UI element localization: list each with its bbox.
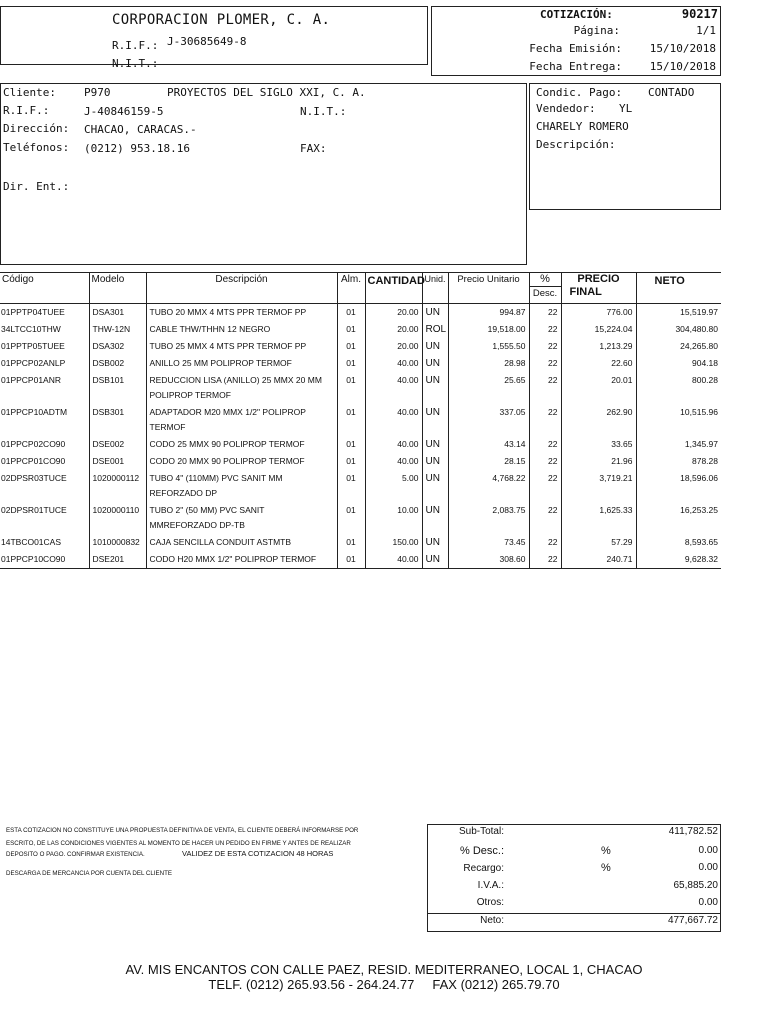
item-warehouse: 01 bbox=[337, 355, 365, 372]
others-label: Otros: bbox=[476, 897, 504, 908]
item-description: ANILLO 25 MM POLIPROP TERMOF bbox=[146, 355, 337, 372]
item-quantity: 40.00 bbox=[365, 551, 422, 569]
client-phones-value: (0212) 953.18.16 bbox=[84, 142, 190, 155]
table-row bbox=[0, 404, 721, 436]
surcharge-label: Recargo: bbox=[463, 863, 504, 874]
item-unit-price: 337.05 bbox=[448, 404, 529, 436]
client-code: P970 bbox=[84, 86, 111, 99]
item-unit-price: 19,518.00 bbox=[448, 321, 529, 338]
item-final-price: 15,224.04 bbox=[561, 321, 636, 338]
item-unit-price: 4,768.22 bbox=[448, 470, 529, 502]
item-quantity: 20.00 bbox=[365, 321, 422, 338]
item-description: TUBO 20 MMX 4 MTS PPR TERMOF PP bbox=[146, 303, 337, 321]
seller-label: Vendedor: bbox=[536, 102, 596, 115]
client-name: PROYECTOS DEL SIGLO XXI, C. A. bbox=[167, 86, 366, 99]
header-final-price bbox=[561, 273, 636, 303]
item-code: 01PPCP10CO90 bbox=[0, 551, 89, 569]
item-unit-price: 1,555.50 bbox=[448, 338, 529, 355]
item-warehouse: 01 bbox=[337, 436, 365, 453]
footer-address: AV. MIS ENCANTOS CON CALLE PAEZ, RESID. MEDITERRANEO, LOCAL 1, CHACAO bbox=[125, 962, 643, 977]
item-discount: 22 bbox=[529, 404, 561, 436]
item-code: 34LTCC10THW bbox=[1, 323, 61, 334]
item-warehouse: 01 bbox=[337, 470, 365, 502]
item-discount: 22 bbox=[529, 551, 561, 569]
item-discount: 22 bbox=[529, 321, 561, 338]
validity-note: VALIDEZ DE ESTA COTIZACION 48 HORAS bbox=[182, 849, 334, 858]
item-model: 1020000110 bbox=[89, 502, 146, 534]
table-row bbox=[0, 303, 721, 321]
item-model: 1010000832 bbox=[89, 534, 146, 551]
item-unit-price: 28.15 bbox=[448, 453, 529, 470]
item-quantity: 40.00 bbox=[365, 355, 422, 372]
item-unit: UN bbox=[422, 470, 448, 502]
header-warehouse: Alm. bbox=[337, 273, 365, 303]
net-value: 477,667.72 bbox=[667, 915, 718, 926]
item-quantity: 40.00 bbox=[365, 372, 422, 404]
item-discount: 22 bbox=[529, 436, 561, 453]
item-net: 878.28 bbox=[636, 453, 721, 470]
item-description: CODO H20 MMX 1/2" POLIPROP TERMOF bbox=[146, 551, 337, 569]
item-model: DSB301 bbox=[89, 404, 146, 436]
client-address-value: CHACAO, CARACAS.- bbox=[84, 123, 197, 136]
page-value: 1/1 bbox=[696, 24, 716, 37]
disclaimer-line-3: DEPOSITO O PAGO. CONFIRMAR EXISTENCIA. bbox=[6, 851, 145, 858]
item-unit: UN bbox=[422, 303, 448, 321]
table-row bbox=[0, 338, 721, 355]
item-net: 24,265.80 bbox=[636, 338, 721, 355]
item-unit: UN bbox=[422, 404, 448, 436]
item-description: ADAPTADOR M20 MMX 1/2" POLIPROP TERMOF bbox=[146, 404, 337, 436]
item-unit-price: 43.14 bbox=[448, 436, 529, 453]
table-row bbox=[0, 436, 721, 453]
delivery-date-value: 15/10/2018 bbox=[649, 60, 716, 73]
company-rif-value: J-30685649-8 bbox=[167, 35, 247, 48]
discount-label: % Desc.: bbox=[459, 845, 504, 857]
item-net: 800.28 bbox=[636, 372, 721, 404]
client-phones-label: Teléfonos: bbox=[3, 141, 70, 154]
item-final-price: 20.01 bbox=[561, 372, 636, 404]
item-net: 16,253.25 bbox=[636, 502, 721, 534]
page-label: Página: bbox=[573, 24, 620, 37]
quote-number: 90217 bbox=[681, 7, 718, 21]
items-table bbox=[0, 273, 721, 569]
subtotal-value: 411,782.52 bbox=[668, 826, 718, 837]
item-description: CABLE THW/THHN 12 NEGRO bbox=[146, 321, 337, 338]
company-rif-label: R.I.F.: bbox=[112, 39, 159, 52]
header-final-price-top: PRECIO bbox=[577, 273, 620, 285]
item-discount: 22 bbox=[529, 534, 561, 551]
item-warehouse: 01 bbox=[337, 321, 365, 338]
item-quantity: 150.00 bbox=[365, 534, 422, 551]
item-warehouse: 01 bbox=[337, 303, 365, 321]
header-quantity: CANTIDAD bbox=[365, 273, 422, 303]
header-discount-bottom: Desc. bbox=[530, 286, 561, 300]
discount-pct: % bbox=[601, 845, 611, 857]
table-row bbox=[0, 372, 721, 404]
table-row bbox=[0, 470, 721, 502]
item-quantity: 40.00 bbox=[365, 436, 422, 453]
item-code: 01PPTP05TUEE bbox=[1, 340, 65, 351]
item-model: 1020000112 bbox=[89, 470, 146, 502]
item-description: CODO 25 MMX 90 POLIPROP TERMOF bbox=[146, 436, 337, 453]
item-unit-price: 994.87 bbox=[448, 303, 529, 321]
item-final-price: 33.65 bbox=[561, 436, 636, 453]
item-code: 02DPSR03TUCE bbox=[1, 472, 67, 483]
item-unit: UN bbox=[422, 453, 448, 470]
item-unit-price: 28.98 bbox=[448, 355, 529, 372]
description-label: Descripción: bbox=[536, 138, 616, 151]
item-quantity: 20.00 bbox=[365, 303, 422, 321]
item-warehouse: 01 bbox=[337, 551, 365, 569]
delivery-address-label: Dir. Ent.: bbox=[3, 180, 70, 193]
footer-phones: TELF. (0212) 265.93.56 - 264.24.77 FAX (0212) 265.79.70 bbox=[208, 977, 560, 992]
item-discount: 22 bbox=[529, 338, 561, 355]
client-nit-label: N.I.T.: bbox=[300, 105, 347, 118]
item-discount: 22 bbox=[529, 502, 561, 534]
table-row bbox=[0, 453, 721, 470]
issue-date-value: 15/10/2018 bbox=[649, 42, 716, 55]
item-model: DSA301 bbox=[89, 303, 146, 321]
item-net: 18,596.06 bbox=[636, 470, 721, 502]
item-net: 304,480.80 bbox=[636, 321, 721, 338]
item-unit: UN bbox=[422, 534, 448, 551]
delivery-date-label: Fecha Entrega: bbox=[529, 60, 622, 73]
seller-code: YL bbox=[619, 102, 633, 115]
item-unit-price: 73.45 bbox=[448, 534, 529, 551]
item-discount: 22 bbox=[529, 453, 561, 470]
item-net: 9,628.32 bbox=[636, 551, 721, 569]
item-unit-price: 308.60 bbox=[448, 551, 529, 569]
items-body bbox=[0, 303, 721, 568]
item-description: REDUCCION LISA (ANILLO) 25 MMX 20 MM POLIPROP TERMOF bbox=[146, 372, 337, 404]
unload-note: DESCARGA DE MERCANCIA POR CUENTA DEL CLIENTE bbox=[6, 870, 173, 877]
item-net: 1,345.97 bbox=[636, 436, 721, 453]
iva-label: I.V.A.: bbox=[477, 880, 504, 891]
item-code: 01PPCP01ANR bbox=[1, 374, 62, 385]
item-description: TUBO 4" (110MM) PVC SANIT MM REFORZADO DP bbox=[146, 470, 337, 502]
item-code: 01PPCP02ANLP bbox=[1, 357, 66, 368]
item-warehouse: 01 bbox=[337, 338, 365, 355]
item-net: 8,593.65 bbox=[636, 534, 721, 551]
item-final-price: 776.00 bbox=[561, 303, 636, 321]
table-row bbox=[0, 502, 721, 534]
item-final-price: 262.90 bbox=[561, 404, 636, 436]
table-row bbox=[0, 355, 721, 372]
item-code: 02DPSR01TUCE bbox=[1, 504, 67, 515]
client-fax-label: FAX: bbox=[300, 142, 327, 155]
item-model: DSB101 bbox=[89, 372, 146, 404]
item-net: 15,519.97 bbox=[636, 303, 721, 321]
item-unit-price: 25.65 bbox=[448, 372, 529, 404]
item-model: DSA302 bbox=[89, 338, 146, 355]
header-unit-price: Precio Unitario bbox=[448, 273, 529, 303]
item-unit: UN bbox=[422, 355, 448, 372]
item-warehouse: 01 bbox=[337, 502, 365, 534]
item-net: 10,515.96 bbox=[636, 404, 721, 436]
discount-value: 0.00 bbox=[698, 845, 718, 856]
item-quantity: 40.00 bbox=[365, 453, 422, 470]
client-box bbox=[0, 83, 527, 265]
item-final-price: 21.96 bbox=[561, 453, 636, 470]
item-quantity: 40.00 bbox=[365, 404, 422, 436]
header-unit: Unid. bbox=[422, 273, 448, 303]
surcharge-value: 0.00 bbox=[698, 862, 718, 873]
totals-net-rule bbox=[427, 913, 721, 914]
item-warehouse: 01 bbox=[337, 453, 365, 470]
header-net: NETO bbox=[636, 273, 721, 303]
header-description: Descripción bbox=[146, 273, 337, 303]
item-code: 01PPCP01CO90 bbox=[1, 455, 66, 466]
item-final-price: 3,719.21 bbox=[561, 470, 636, 502]
table-header-row bbox=[0, 273, 721, 303]
disclaimer-line-1: ESTA COTIZACION NO CONSTITUYE UNA PROPUESTA DEFINITIVA DE VENTA, EL CLIENTE DEBERÁ INFORMARSE POR bbox=[6, 827, 359, 834]
others-value: 0.00 bbox=[698, 897, 718, 908]
header-discount bbox=[529, 273, 561, 303]
client-rif-value: J-40846159-5 bbox=[84, 105, 164, 118]
item-final-price: 240.71 bbox=[561, 551, 636, 569]
item-description: CODO 20 MMX 90 POLIPROP TERMOF bbox=[146, 453, 337, 470]
disclaimer-line-2: ESCRITO, DE LAS CONDICIONES VIGENTES AL MOMENTO DE HACER UN PEDIDO EN FIRME Y ANTES DE REALIZAR bbox=[6, 840, 351, 847]
item-code: 14TBCO01CAS bbox=[1, 536, 61, 547]
item-unit: UN bbox=[422, 551, 448, 569]
header-final-price-bottom: FINAL bbox=[569, 286, 602, 298]
item-code: 01PPTP04TUEE bbox=[1, 306, 65, 317]
seller-name: CHARELY ROMERO bbox=[536, 120, 629, 133]
item-warehouse: 01 bbox=[337, 534, 365, 551]
item-quantity: 5.00 bbox=[365, 470, 422, 502]
item-model: DSE002 bbox=[89, 436, 146, 453]
item-warehouse: 01 bbox=[337, 372, 365, 404]
payment-label: Condic. Pago: bbox=[536, 86, 623, 99]
client-address-label: Dirección: bbox=[3, 122, 70, 135]
item-warehouse: 01 bbox=[337, 404, 365, 436]
surcharge-pct: % bbox=[601, 862, 611, 874]
payment-value: CONTADO bbox=[648, 86, 695, 99]
item-discount: 22 bbox=[529, 372, 561, 404]
subtotal-label: Sub-Total: bbox=[458, 826, 504, 837]
issue-date-label: Fecha Emisión: bbox=[529, 42, 622, 55]
item-model: DSE201 bbox=[89, 551, 146, 569]
item-code: 01PPCP02CO90 bbox=[1, 438, 66, 449]
item-unit-price: 2,083.75 bbox=[448, 502, 529, 534]
item-final-price: 1,625.33 bbox=[561, 502, 636, 534]
item-final-price: 1,213.29 bbox=[561, 338, 636, 355]
item-unit: UN bbox=[422, 338, 448, 355]
company-nit-label: N.I.T.: bbox=[112, 57, 159, 70]
item-code: 01PPCP10ADTM bbox=[1, 406, 68, 417]
table-row bbox=[0, 534, 721, 551]
header-code: Código bbox=[0, 273, 89, 303]
item-final-price: 57.29 bbox=[561, 534, 636, 551]
item-description: TUBO 25 MMX 4 MTS PPR TERMOF PP bbox=[146, 338, 337, 355]
item-discount: 22 bbox=[529, 355, 561, 372]
table-row bbox=[0, 321, 721, 338]
client-rif-label: R.I.F.: bbox=[3, 104, 50, 117]
item-unit: UN bbox=[422, 372, 448, 404]
item-unit: UN bbox=[422, 436, 448, 453]
item-model: THW-12N bbox=[89, 321, 146, 338]
item-unit: ROL bbox=[422, 321, 448, 338]
net-label: Neto: bbox=[480, 915, 504, 926]
item-net: 904.18 bbox=[636, 355, 721, 372]
table-row bbox=[0, 551, 721, 569]
item-quantity: 20.00 bbox=[365, 338, 422, 355]
iva-value: 65,885.20 bbox=[673, 880, 718, 891]
item-unit: UN bbox=[422, 502, 448, 534]
item-quantity: 10.00 bbox=[365, 502, 422, 534]
item-discount: 22 bbox=[529, 303, 561, 321]
company-name: CORPORACION PLOMER, C. A. bbox=[112, 12, 331, 28]
header-model: Modelo bbox=[89, 273, 146, 303]
quote-title: COTIZACIÓN: bbox=[540, 8, 613, 21]
client-label: Cliente: bbox=[3, 86, 56, 99]
item-description: CAJA SENCILLA CONDUIT ASTMTB bbox=[146, 534, 337, 551]
item-discount: 22 bbox=[529, 470, 561, 502]
item-final-price: 22.60 bbox=[561, 355, 636, 372]
item-model: DSE001 bbox=[89, 453, 146, 470]
header-discount-top: % bbox=[540, 273, 550, 285]
item-model: DSB002 bbox=[89, 355, 146, 372]
item-description: TUBO 2" (50 MM) PVC SANIT MMREFORZADO DP-TB bbox=[146, 502, 337, 534]
